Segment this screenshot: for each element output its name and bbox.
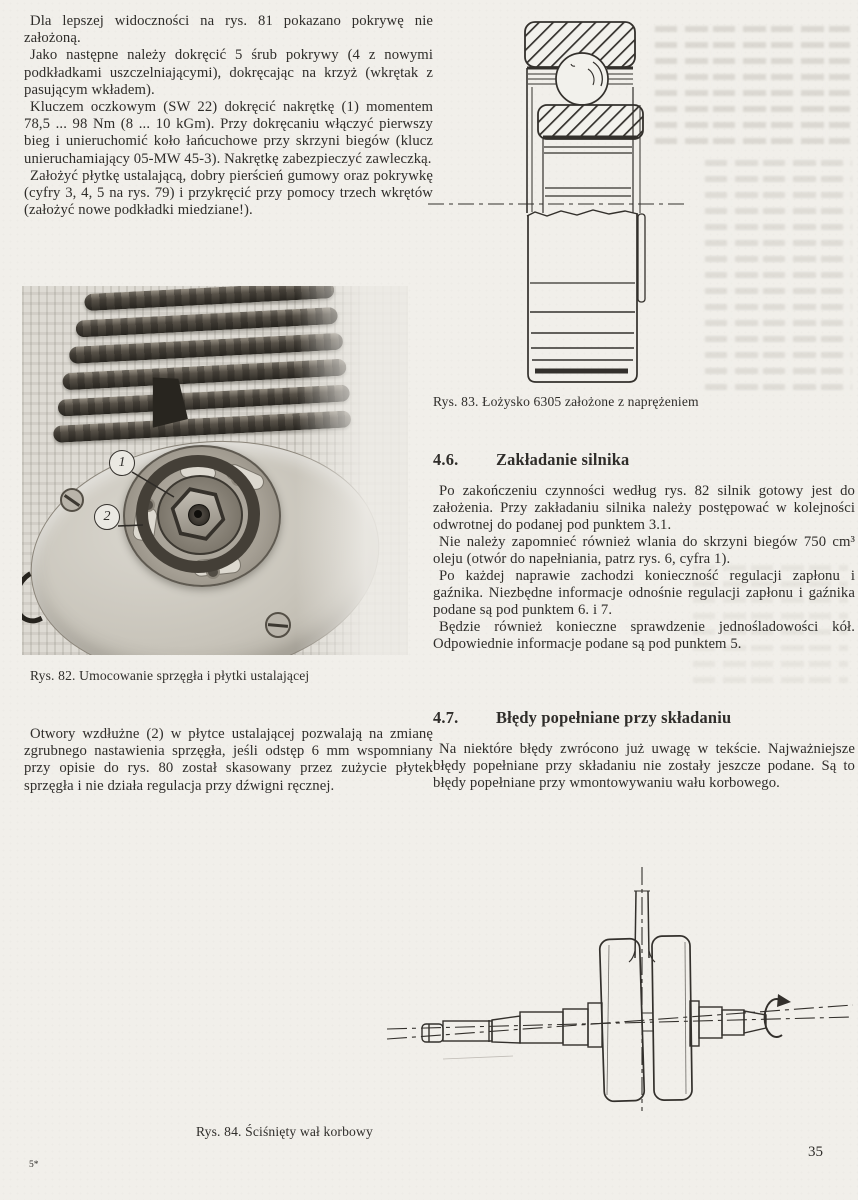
figure-84-caption: Rys. 84. Ściśnięty wał korbowy xyxy=(196,1124,373,1139)
figure-84-crankshaft-drawing xyxy=(383,863,858,1115)
paragraph: Otwory wzdłużne (2) w płytce ustalającej pozwalają na zmianę zgrubnego nastawienia sprzęgła, jeśli odstęp 6 mm wspomniany przy opisie do rys. 80 został skasowany przez zużycie płytek sprzęgła i nie działa regulacja przy dźwigni ręcznej. xyxy=(24,726,433,794)
paragraph: Na niektóre błędy zwrócono już uwagę w tekście. Najważniejsze błędy popełniane przy składaniu nie zostały jeszcze podane. Są to błędy popełniane przy wmontowywaniu wału korbowego. xyxy=(433,741,855,792)
paragraph: Po zakończeniu czynności według rys. 82 silnik gotowy jest do założenia. Przy zakładaniu silnika należy postępować w kolejności odwrotnej do podanej pod punktem 3.1. xyxy=(433,483,855,533)
callout-1-marker: 1 xyxy=(109,450,135,476)
section-4-7-heading xyxy=(433,708,855,728)
paragraph: Nie należy zapomnieć również wlania do skrzyni biegów 750 cm³ oleju (otwór do napełniania, patrz rys. 6, cyfra 1). xyxy=(433,534,855,567)
paragraph: Założyć płytkę ustalającą, dobry pierścień gumowy oraz pokrywkę (cyfry 3, 4, 5 na rys. 79) i przykręcić przy pomocy trzech wkrętów (założyć nowe podkładki miedziane!). xyxy=(24,167,433,219)
paragraph: Dla lepszej widoczności na rys. 81 pokazano pokrywę nie założoną. xyxy=(24,13,433,47)
crankshaft-illustration xyxy=(383,863,858,1115)
section-4-7-body xyxy=(433,741,855,793)
bearing-cross-section-illustration xyxy=(425,8,697,394)
paragraph: Kluczem oczkowym (SW 22) dokręcić nakrętkę (1) momentem 78,5 ... 98 Nm (8 ... 10 kGm). Przy dokręcaniu włączyć pierwszy bieg i unieruchomić koło łańcuchowe przy skrzyni biegów (klucz unieruchamiający 05-MW 45-3). Nakrętkę zabezpieczyć zawleczką. xyxy=(24,99,433,167)
bleed-through-text-mid-right xyxy=(700,160,852,398)
intro-text-block xyxy=(24,13,433,219)
callout-2-marker: 2 xyxy=(94,504,120,530)
figure-83-bearing-drawing xyxy=(425,8,697,394)
signature-mark: 5* xyxy=(29,1160,39,1170)
callout-leader-lines xyxy=(22,286,408,655)
section-4-6-heading xyxy=(433,450,855,470)
paragraph: Będzie również konieczne sprawdzenie jednośladowości kół. Odpowiednie informacje podane są pod punktem 5. xyxy=(433,619,855,652)
section-number: 4.7. xyxy=(433,708,459,727)
section-title: Błędy popełniane przy składaniu xyxy=(496,708,732,727)
paragraph: Po każdej naprawie zachodzi konieczność regulacji zapłonu i gaźnika. Niezbędne informacje odnośnie regulacji zapłonu i gaźnika podane są pod punktem 6. i 7. xyxy=(433,568,855,618)
section-number: 4.6. xyxy=(433,450,459,469)
adjustment-paragraph xyxy=(24,726,433,795)
section-4-6-body xyxy=(433,483,855,653)
section-title: Zakładanie silnika xyxy=(496,450,630,469)
page-number: 35 xyxy=(808,1144,823,1160)
figure-83-caption: Rys. 83. Łożysko 6305 założone z naprężeniem xyxy=(433,394,699,409)
figure-82-photo xyxy=(22,286,408,655)
figure-82-caption: Rys. 82. Umocowanie sprzęgła i płytki ustalającej xyxy=(30,668,310,683)
paragraph: Jako następne należy dokręcić 5 śrub pokrywy (4 z nowymi podkładkami uszczelniającymi), dokręcając na krzyż (wkrętak z pasującym wkładem). xyxy=(24,47,433,98)
